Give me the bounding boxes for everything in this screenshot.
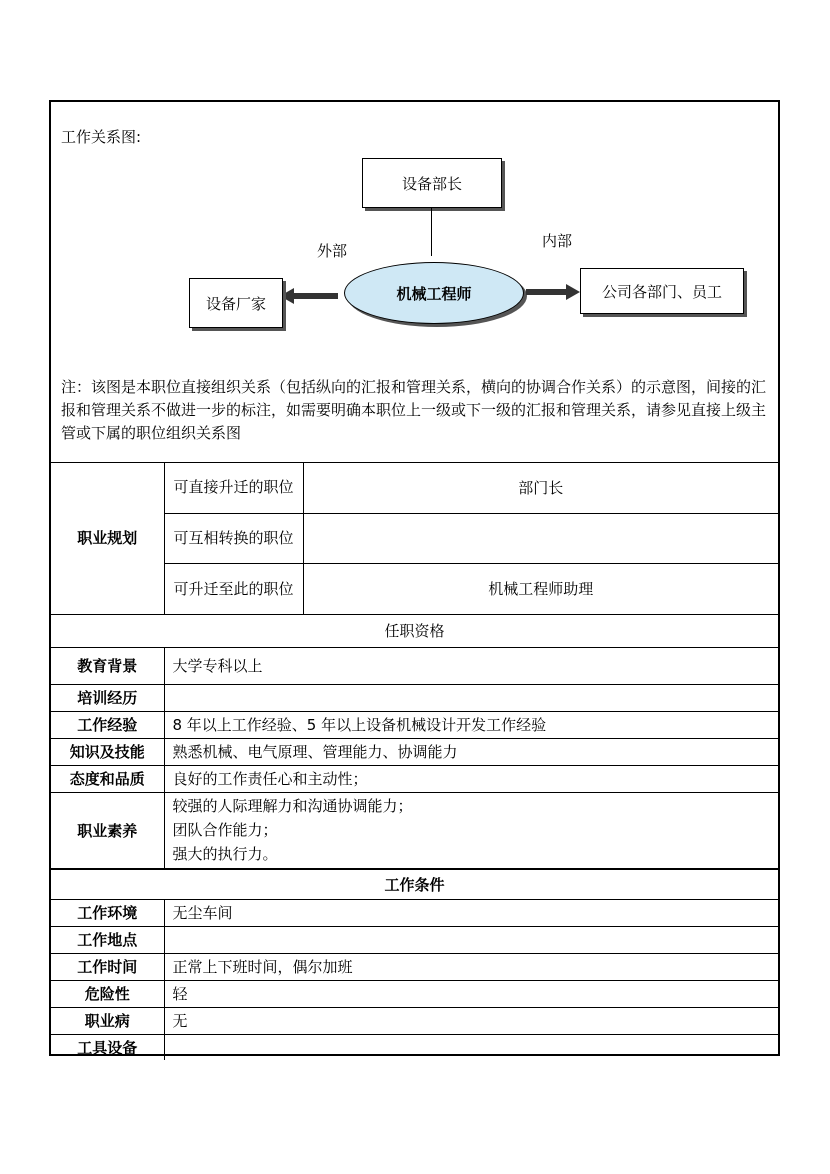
top-box-department-head: 设备部长 xyxy=(362,158,502,208)
tools-value xyxy=(164,1034,778,1060)
experience-label: 工作经验 xyxy=(51,711,164,738)
education-value: 大学专科以上 xyxy=(164,647,778,684)
career-sub-label: 可升迁至此的职位 xyxy=(164,563,303,614)
environment-label: 工作环境 xyxy=(51,899,164,926)
document-frame xyxy=(49,100,780,1056)
career-sub-label: 可互相转换的职位 xyxy=(164,513,303,563)
career-row xyxy=(51,462,778,513)
connector-line xyxy=(431,208,432,256)
center-mechanical-engineer: 机械工程师 xyxy=(344,262,524,324)
career-value: 部门长 xyxy=(303,462,778,513)
skills-label: 知识及技能 xyxy=(51,738,164,765)
tools-label: 工具设备 xyxy=(51,1034,164,1060)
quality-line: 强大的执行力。 xyxy=(172,845,278,864)
diagram-note: 注：该图是本职位直接组织关系（包括纵向的汇报和管理关系，横向的协调合作关系）的示意图，间接的汇报和管理关系不做进一步的标注，如需要明确本职位上一级或下一级的汇报和管理关系，请参见直接上级主管或下属的职位组织关系图 xyxy=(61,378,767,442)
skills-value: 熟悉机械、电气原理、管理能力、协调能力 xyxy=(164,738,778,765)
attitude-value: 良好的工作责任心和主动性； xyxy=(164,765,778,792)
work-time-value: 正常上下班时间，偶尔加班 xyxy=(164,953,778,980)
job-spec-table xyxy=(51,462,778,1060)
right-box-departments: 公司各部门、员工 xyxy=(580,268,744,314)
training-label: 培训经历 xyxy=(51,684,164,711)
quality-line: 较强的人际理解力和沟通协调能力； xyxy=(172,797,413,816)
training-value xyxy=(164,684,778,711)
relationship-diagram xyxy=(51,102,778,463)
career-label: 职业规划 xyxy=(51,462,164,614)
qualifications-header: 任职资格 xyxy=(51,614,778,647)
work-time-label: 工作时间 xyxy=(51,953,164,980)
attitude-label: 态度和品质 xyxy=(51,765,164,792)
left-box-supplier: 设备厂家 xyxy=(189,278,283,328)
quality-line: 团队合作能力； xyxy=(172,821,278,840)
quality-label: 职业素养 xyxy=(51,792,164,869)
left-arrow-icon xyxy=(280,288,340,304)
danger-value: 轻 xyxy=(164,980,778,1007)
location-label: 工作地点 xyxy=(51,926,164,953)
danger-label: 危险性 xyxy=(51,980,164,1007)
conditions-header: 工作条件 xyxy=(51,869,778,899)
career-sub-label: 可直接升迁的职位 xyxy=(164,462,303,513)
disease-label: 职业病 xyxy=(51,1007,164,1034)
environment-value: 无尘车间 xyxy=(164,899,778,926)
education-label: 教育背景 xyxy=(51,647,164,684)
career-value xyxy=(303,513,778,563)
diagram-title: 工作关系图: xyxy=(61,128,142,146)
quality-value xyxy=(164,792,778,869)
location-value xyxy=(164,926,778,953)
right-arrow-icon xyxy=(526,284,580,300)
internal-label: 内部 xyxy=(542,232,573,250)
disease-value: 无 xyxy=(164,1007,778,1034)
external-label: 外部 xyxy=(317,242,348,260)
career-value: 机械工程师助理 xyxy=(303,563,778,614)
experience-value: 8 年以上工作经验、5 年以上设备机械设计开发工作经验 xyxy=(164,711,778,738)
